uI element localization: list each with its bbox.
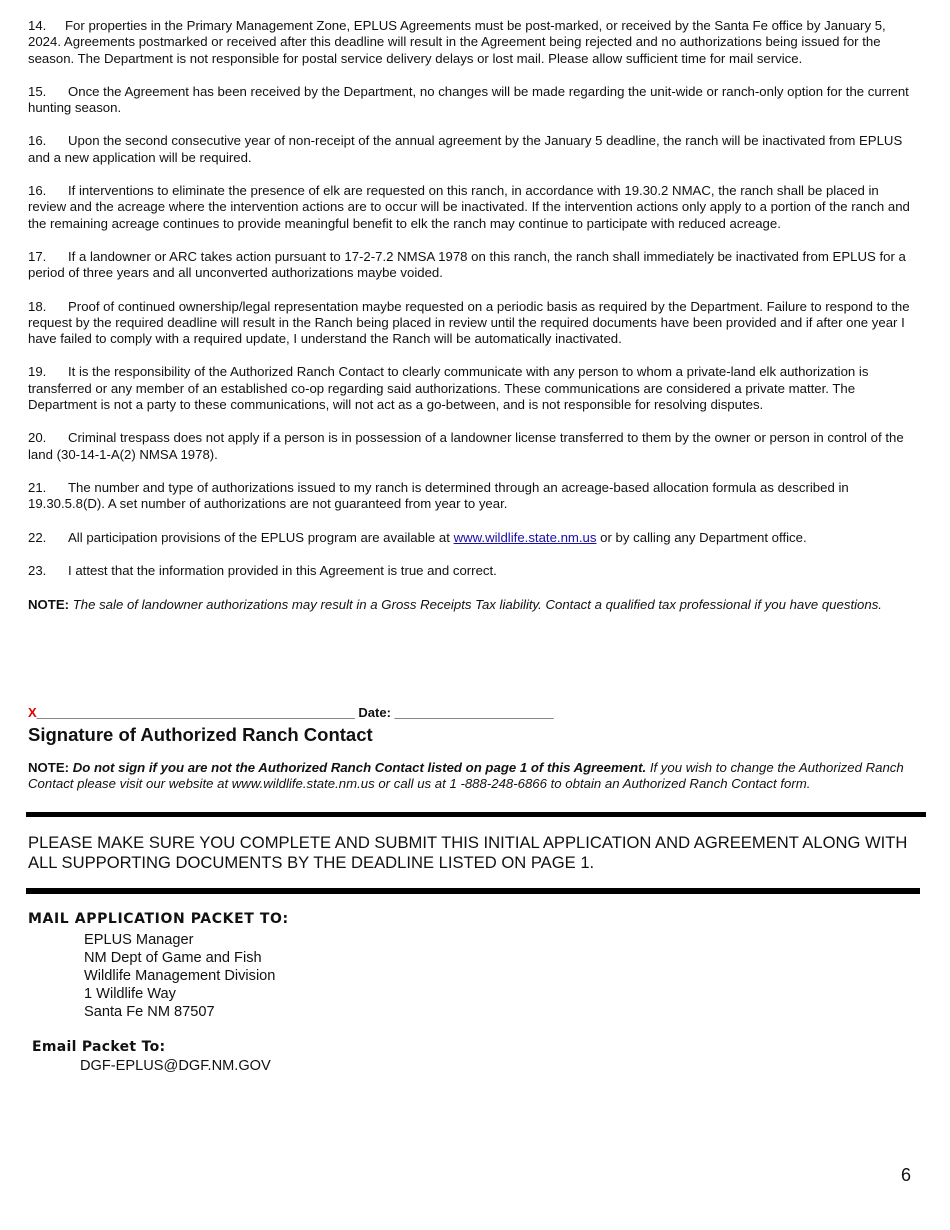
paragraph-23 — [28, 563, 920, 579]
paragraph-text: If a landowner or ARC takes action pursuant to 17-2-7.2 NMSA 1978 on this ranch, the ranch shall immediately be inactivated from EPLUS for a period of three years and all unconverted authorizations maybe voided. — [28, 248, 906, 281]
paragraph-text: The number and type of authorizations issued to my ranch is determined through an acreage-based allocation formula as described in 19.30.5.8(D). A set number of authorizations are not guaranteed from year to year. — [28, 479, 849, 512]
deadline-banner: PLEASE MAKE SURE YOU COMPLETE AND SUBMIT THIS INITIAL APPLICATION AND AGREEMENT ALONG WITH ALL SUPPORTING DOCUMENTS BY THE DEADLINE LISTED ON PAGE 1. — [28, 833, 908, 872]
paragraph-text: If interventions to eliminate the presence of elk are requested on this ranch, in accordance with 19.30.2 NMAC, the ranch shall be placed in review and the acreage where the intervention actions are to occur will be inactivated. If the intervention actions only apply to a portion of the ranch and the remaining acreage continues to provide meaningful benefit to elk the ranch may continue to participate with reduced acreage. — [28, 183, 910, 231]
paragraph-number: 16. — [28, 133, 47, 149]
paragraph-text: All participation provisions of the EPLUS program are available at — [68, 529, 454, 545]
tax-note — [28, 596, 920, 613]
date-label: Date: — [354, 705, 395, 720]
email-address: DGF-EPLUS@DGF.NM.GOV — [80, 1058, 271, 1074]
paragraph-14 — [28, 18, 920, 67]
note-text: The sale of landowner authorizations may result in a Gross Receipts Tax liability. Contact a qualified tax professional if you have questions. — [72, 597, 882, 613]
address-line: Santa Fe NM 87507 — [84, 1004, 215, 1020]
paragraph-number: 17. — [28, 248, 47, 264]
wildlife-website-link[interactable]: www.wildlife.state.nm.us — [453, 529, 597, 545]
paragraph-text: Upon the second consecutive year of non-receipt of the annual agreement by the January 5 deadline, the ranch will be inactivated from EPLUS and a new application will be required. — [28, 133, 903, 165]
paragraph-text-after-link: or by calling any Department office. — [596, 529, 807, 545]
address-line: 1 Wildlife Way — [84, 986, 176, 1002]
document-body — [28, 18, 920, 613]
date-field[interactable]: ______________________ — [394, 705, 554, 720]
paragraph-number: 14. — [28, 18, 47, 33]
paragraph-text: Criminal trespass does not apply if a person is in possession of a landowner license transferred to them by the owner or person in control of the land (30-14-1-A(2) NMSA 1978). — [28, 430, 904, 462]
paragraph-18 — [28, 299, 920, 348]
page-number: 6 — [901, 1165, 912, 1185]
note-text: If you wish to change the Authorized Ranch Contact please visit our website at www.wildlife.state.nm.us or call us at 1 -888-248-6866 to obtain an Authorized Ranch Contact form. — [28, 760, 904, 791]
paragraph-text: Once the Agreement has been received by the Department, no changes will be made regarding the unit-wide or ranch-only option for the current hunting season. — [28, 83, 909, 116]
paragraph-number: 18. — [28, 298, 47, 314]
signature-underline: ____________________________________________ — [36, 705, 355, 720]
mail-heading: MAIL APPLICATION PACKET TO: — [28, 911, 289, 927]
paragraph-number: 21. — [28, 479, 47, 495]
signing-note — [28, 760, 923, 792]
paragraph-number: 22. — [28, 529, 47, 545]
paragraph-text: Proof of continued ownership/legal representation maybe requested on a periodic basis as required by the Department. Failure to respond to the request by the required deadline will result in the Ranch being placed in review until the required documents have been provided and if after one year I have failed to comply with a required update, I understand the Ranch will be automatically inactivated. — [28, 298, 910, 347]
email-heading: Email Packet To: — [32, 1039, 166, 1055]
address-line: Wildlife Management Division — [84, 968, 276, 984]
signature-x-mark: X — [28, 705, 37, 720]
note-label: NOTE: — [28, 760, 70, 775]
paragraph-number: 20. — [28, 430, 47, 446]
note-label: NOTE: — [28, 597, 70, 613]
paragraph-number: 16. — [28, 183, 47, 199]
paragraph-21 — [28, 480, 920, 513]
paragraph-17 — [28, 249, 920, 282]
paragraph-text: It is the responsibility of the Authorized Ranch Contact to clearly communicate with any person to whom a private-land elk authorization is transferred or any member of an established co-op regarding said authorizations. These communications are considered a private matter. The Department is not a party to these communications, will not act as a go-between, and is not responsible for resolving disputes. — [28, 364, 869, 413]
paragraph-22 — [28, 530, 920, 546]
bottom-divider — [26, 888, 920, 894]
note-bold-text: Do not sign if you are not the Authorized Ranch Contact listed on page 1 of this Agreement. — [72, 760, 647, 775]
paragraph-number: 19. — [28, 364, 47, 380]
paragraph-number: 23. — [28, 562, 47, 578]
paragraph-text: I attest that the information provided in this Agreement is true and correct. — [68, 562, 497, 578]
paragraph-text: For properties in the Primary Management Zone, EPLUS Agreements must be post-marked, or received by the Santa Fe office by January 5, 2024. Agreements postmarked or received after this deadline will result in the Agreement being rejected and no authorizations being issued for the season. The Department is not responsible for postal service delivery delays or lost mail. Please allow sufficient time for mail service. — [28, 18, 886, 66]
paragraph-19 — [28, 364, 920, 413]
address-line: EPLUS Manager — [84, 932, 194, 948]
paragraph-16a — [28, 133, 920, 166]
mailing-address — [84, 931, 275, 1021]
address-line: NM Dept of Game and Fish — [84, 950, 262, 966]
signature-title: Signature of Authorized Ranch Contact — [28, 724, 373, 745]
paragraph-16b — [28, 183, 920, 232]
signature-line[interactable] — [28, 705, 554, 720]
paragraph-20 — [28, 430, 920, 463]
paragraph-number: 15. — [28, 83, 47, 99]
paragraph-15 — [28, 84, 920, 117]
top-divider — [26, 812, 926, 817]
